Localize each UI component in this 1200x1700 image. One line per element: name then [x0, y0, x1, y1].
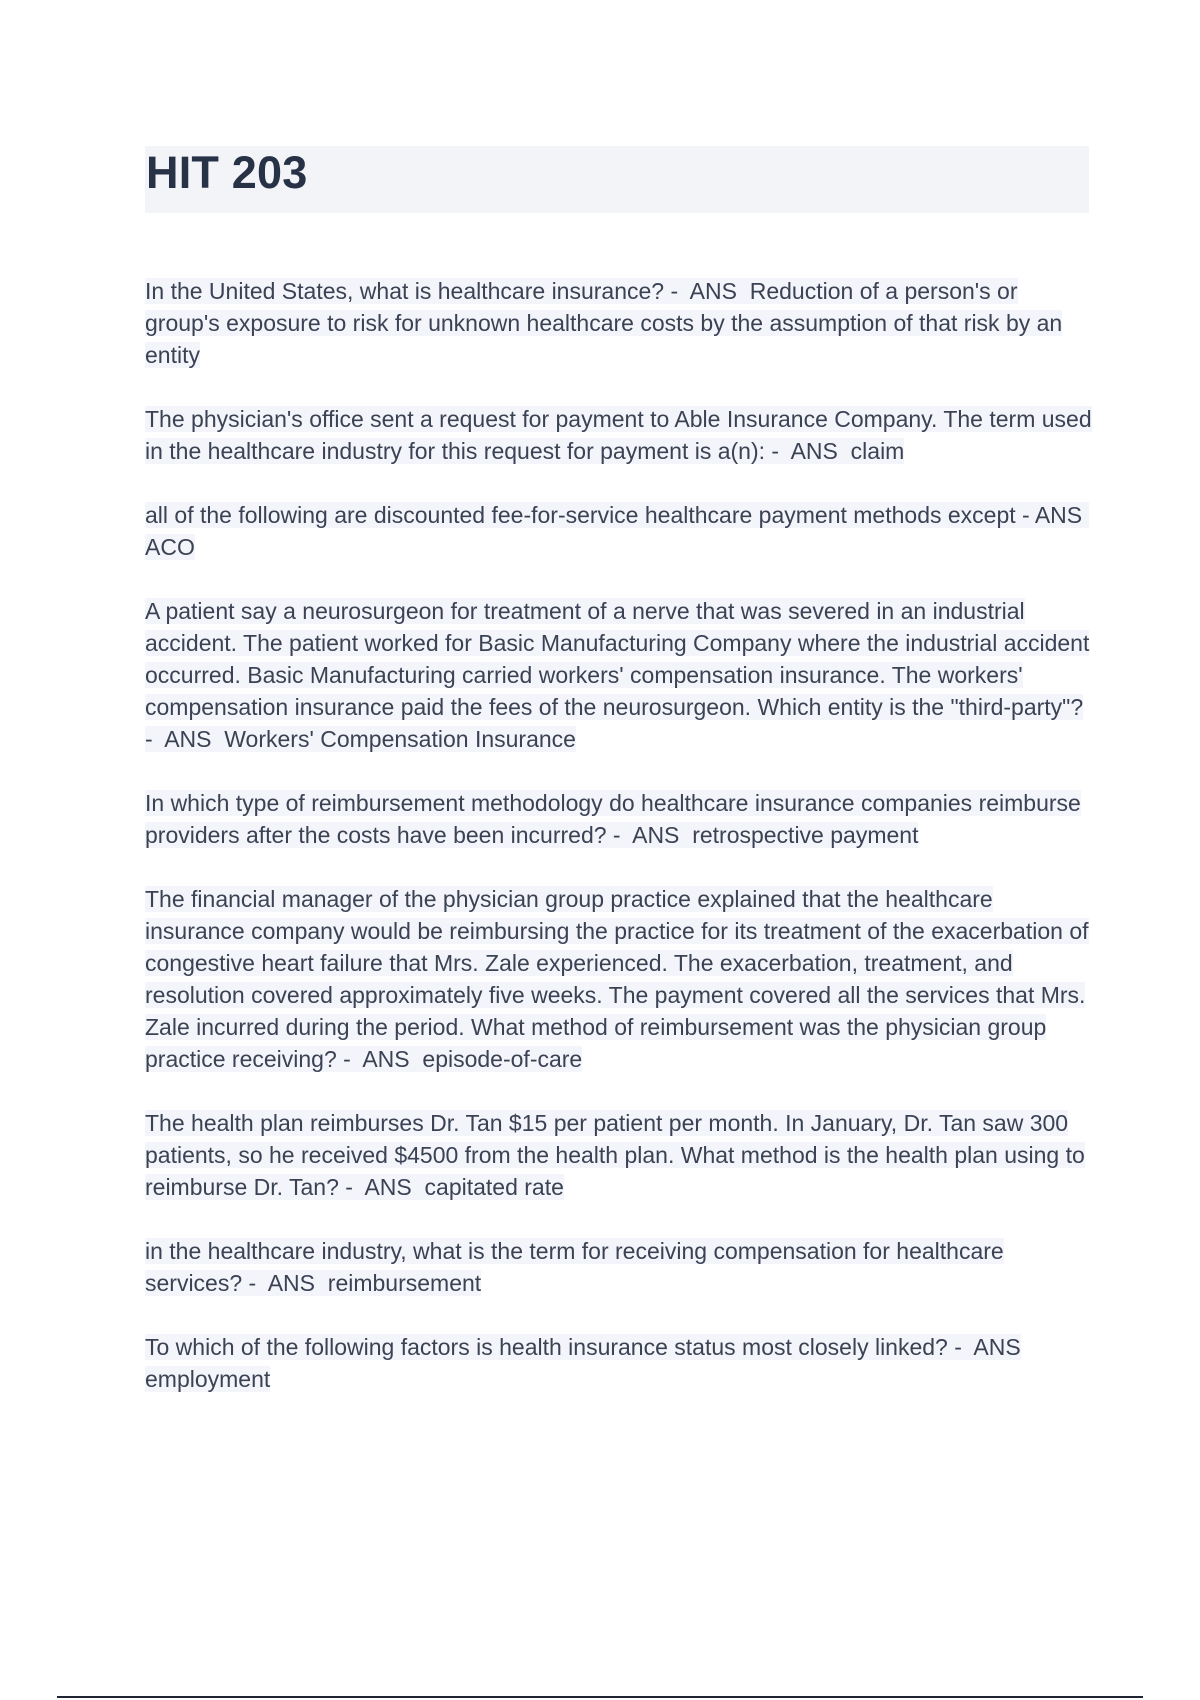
- qa-item: [145, 883, 1095, 1075]
- answer-marker: ANS: [1034, 502, 1083, 528]
- answer-text: capitated rate: [424, 1174, 564, 1200]
- qa-item: [145, 1235, 1095, 1299]
- answer-marker: ANS: [973, 1334, 1021, 1360]
- answer-marker: ANS: [689, 278, 737, 304]
- answer-marker: ANS: [632, 822, 680, 848]
- question-text: In the United States, what is healthcare insurance? -: [145, 278, 679, 304]
- answer-text: Reduction of a person's or group's exposure to risk for unknown healthcare costs by the assumption of that risk by an entity: [145, 278, 1063, 368]
- question-text: The physician's office sent a request for payment to Able Insurance Company. The term used in the healthcare industry for this request for payment is a(n): -: [145, 406, 1092, 464]
- qa-item: [145, 403, 1095, 467]
- qa-list: [145, 275, 1095, 1427]
- answer-text: claim: [850, 438, 905, 464]
- question-text: in the healthcare industry, what is the term for receiving compensation for healthcare services? -: [145, 1238, 1004, 1296]
- answer-text: reimbursement: [327, 1270, 482, 1296]
- answer-marker: ANS: [164, 726, 212, 752]
- question-text: all of the following are discounted fee-for-service healthcare payment methods except -: [145, 502, 1030, 528]
- answer-text: retrospective payment: [692, 822, 919, 848]
- qa-item: [145, 1107, 1095, 1203]
- question-text: A patient say a neurosurgeon for treatment of a nerve that was severed in an industrial accident. The patient worked for Basic Manufacturing Company where the industrial accident occurred. Basic Manufacturing carried workers' compensation insurance. The workers' compensation insurance paid the fees of the neurosurgeon. Which entity is the "third-party"? -: [145, 598, 1090, 752]
- answer-text: employment: [145, 1366, 271, 1392]
- question-text: To which of the following factors is health insurance status most closely linked? -: [145, 1334, 962, 1360]
- answer-marker: ANS: [362, 1046, 410, 1072]
- page-title: HIT 203: [146, 147, 308, 198]
- qa-item: [145, 1331, 1095, 1395]
- question-text: In which type of reimbursement methodology do healthcare insurance companies reimburse providers after the costs have been incurred? -: [145, 790, 1081, 848]
- answer-marker: ANS: [790, 438, 838, 464]
- question-text: The health plan reimburses Dr. Tan $15 per patient per month. In January, Dr. Tan saw 300 patients, so he received $4500 from the health plan. What method is the health plan using to reimburse Dr. Tan? -: [145, 1110, 1085, 1200]
- answer-marker: ANS: [267, 1270, 316, 1296]
- answer-text: episode-of-care: [422, 1046, 583, 1072]
- qa-item: [145, 787, 1095, 851]
- answer-text: Workers' Compensation Insurance: [224, 726, 576, 752]
- answer-marker: ANS: [364, 1174, 412, 1200]
- footer-rule: [57, 1696, 1143, 1698]
- qa-item: [145, 499, 1095, 563]
- qa-item: [145, 595, 1095, 755]
- qa-item: [145, 275, 1095, 371]
- question-text: The financial manager of the physician group practice explained that the healthcare insurance company would be reimbursing the practice for its treatment of the exacerbation of congestive heart failure that Mrs. Zale experienced. The exacerbation, treatment, and resolution covered approximately five weeks. The payment covered all the services that Mrs. Zale incurred during the period. What method of reimbursement was the physician group practice receiving? -: [145, 886, 1089, 1072]
- answer-text: ACO: [145, 534, 195, 560]
